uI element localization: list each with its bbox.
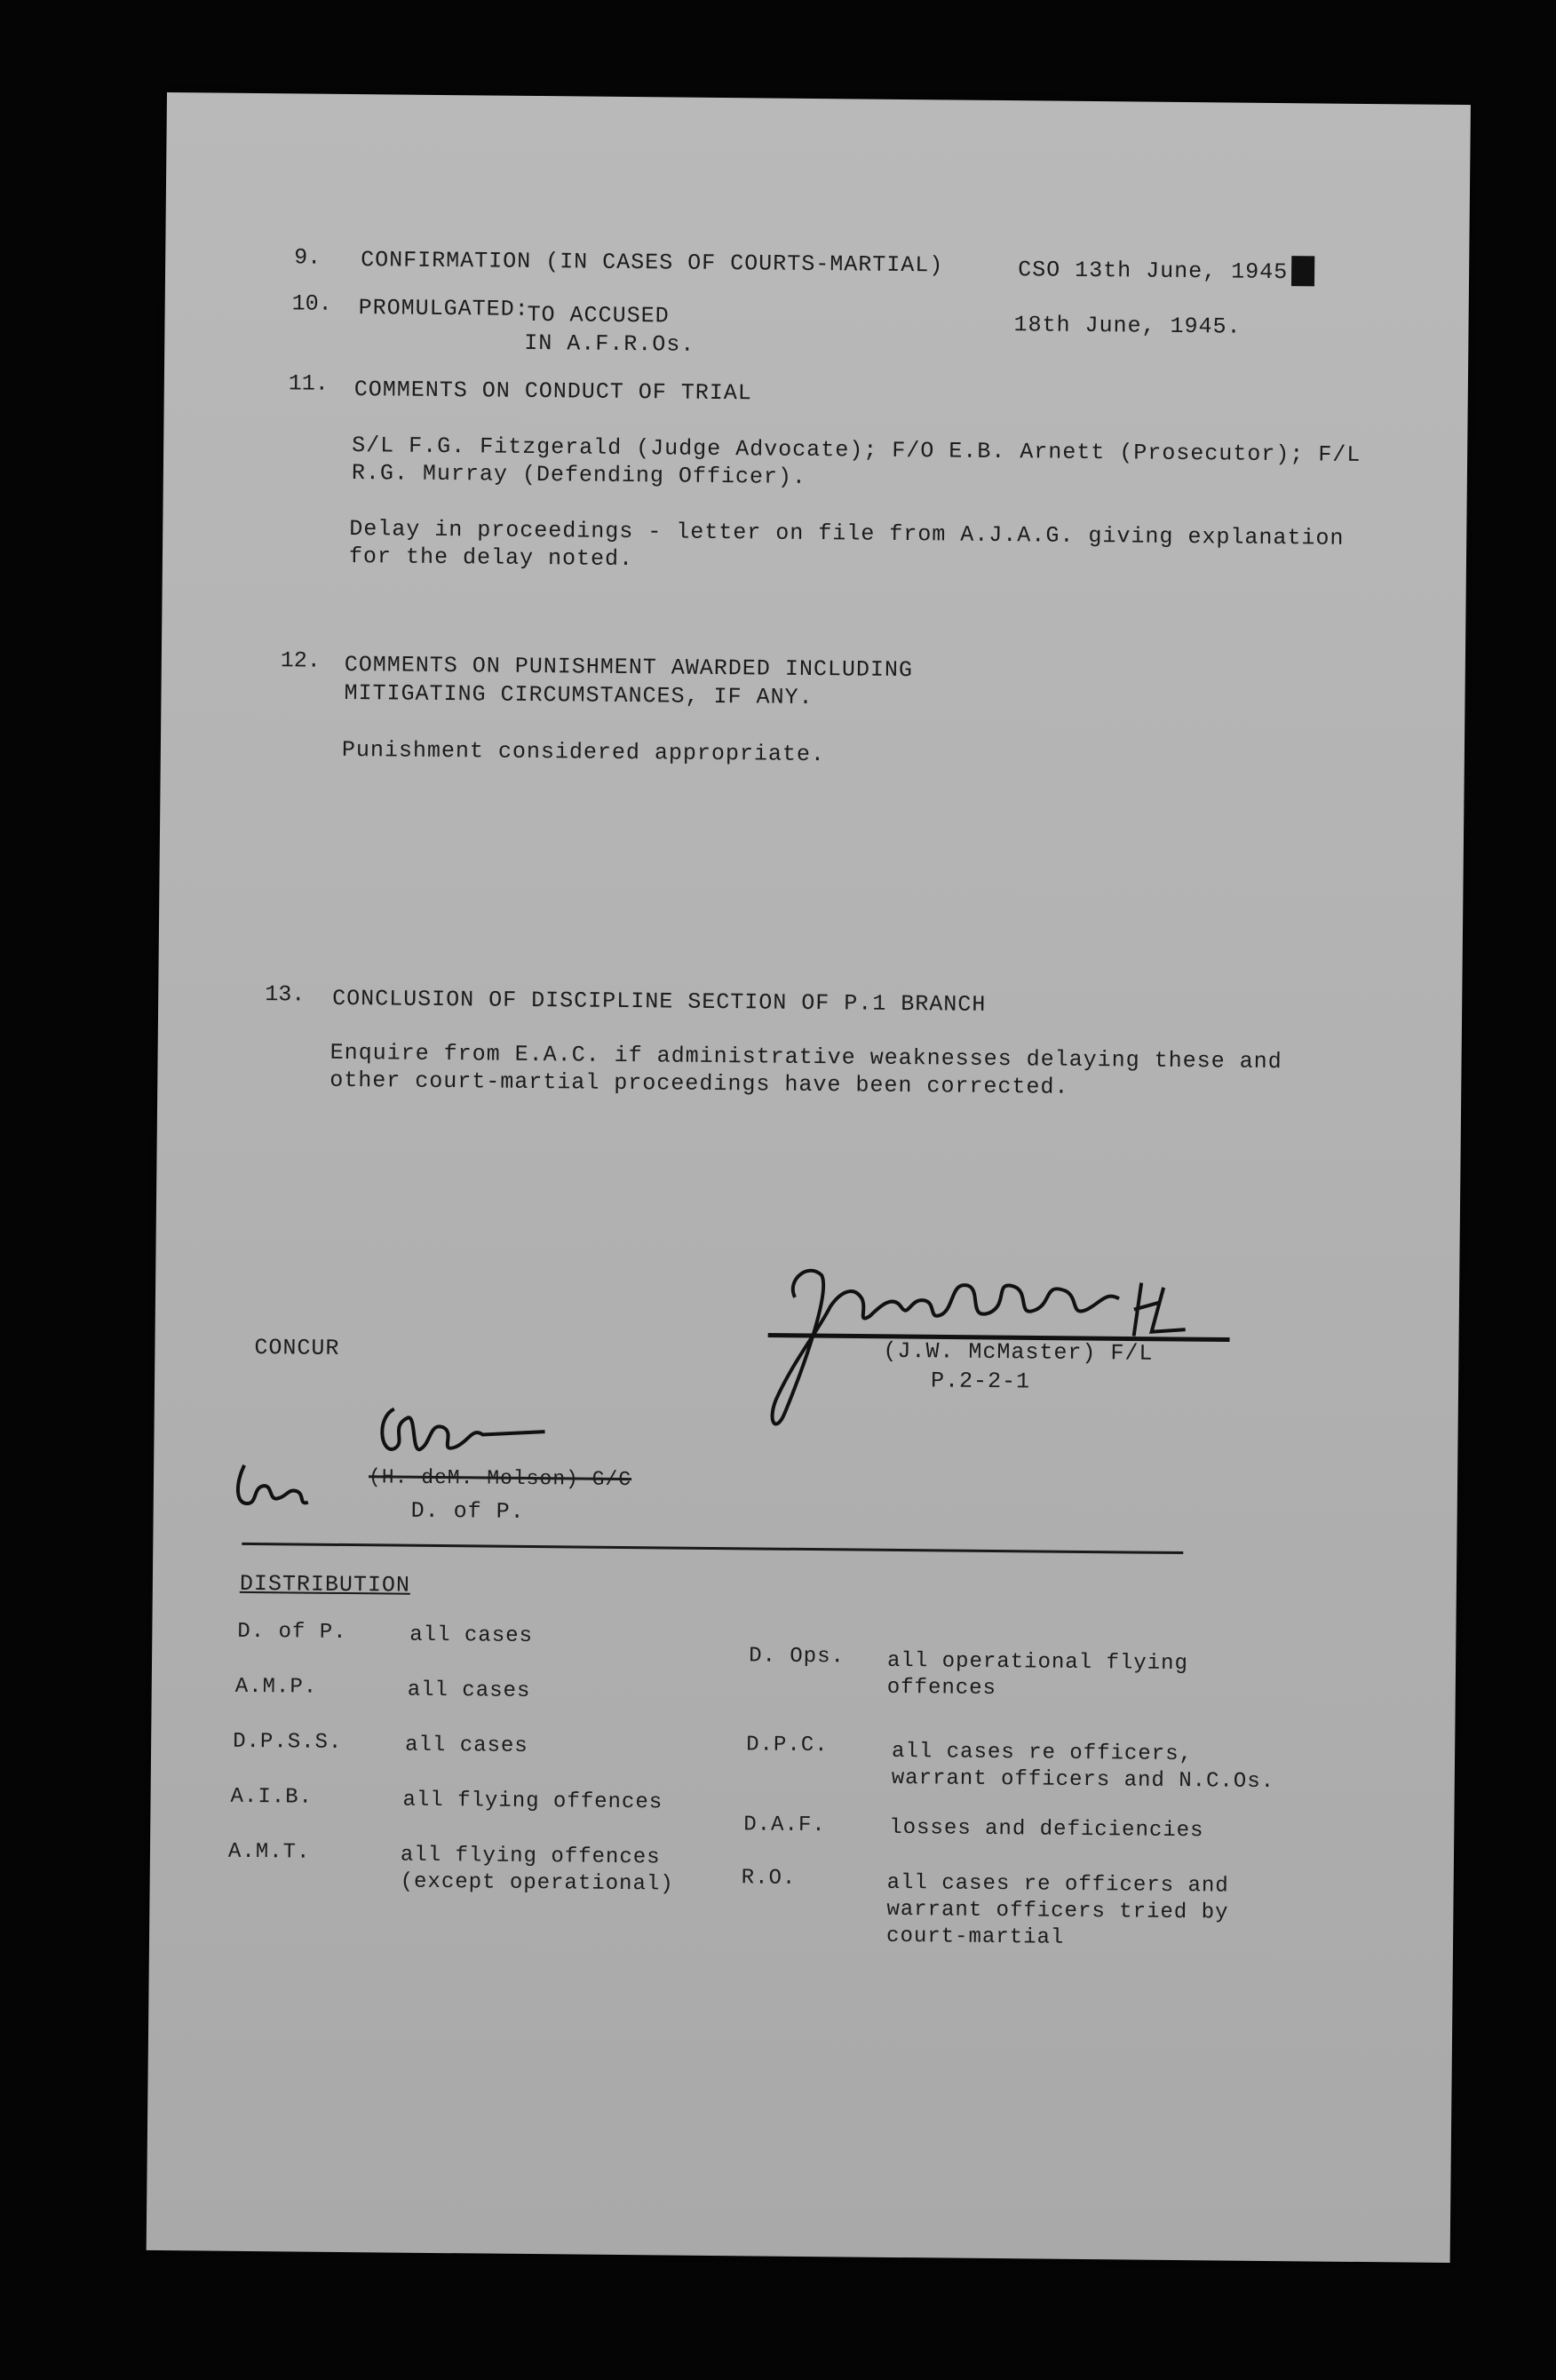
item-13-heading: CONCLUSION OF DISCIPLINE SECTION OF P.1 BRANCH <box>332 985 987 1018</box>
distribution-abbr: A.M.T. <box>227 1839 311 1865</box>
distribution-abbr: A.I.B. <box>230 1784 314 1810</box>
signatory-office: P.2-2-1 <box>930 1368 1031 1395</box>
distribution-abbr: D.P.C. <box>746 1733 829 1758</box>
item-9-value: CSO 13th June, 1945 <box>1017 257 1289 286</box>
distribution-abbr: D. Ops. <box>748 1644 845 1670</box>
handwritten-initials <box>226 1461 316 1524</box>
item-13-para: Enquire from E.A.C. if administrative weaknesses delaying these and other court-martial proceedings have been corrected. <box>329 1039 1282 1100</box>
signatory-name: (J.W. McMaster) F/L <box>883 1337 1154 1367</box>
item-10-line1: TO ACCUSED <box>527 301 670 329</box>
distribution-desc: all cases <box>405 1733 528 1758</box>
distribution-abbr: D.P.S.S. <box>233 1729 343 1755</box>
section-divider <box>242 1543 1183 1554</box>
distribution-desc: all operational flying offences <box>886 1648 1189 1702</box>
distribution-desc: all cases re officers, warrant officers and N.C.Os. <box>891 1739 1275 1795</box>
item-12-para: Punishment considered appropriate. <box>341 736 826 768</box>
distribution-desc: all cases <box>407 1678 531 1704</box>
item-11-para1: S/L F.G. Fitzgerald (Judge Advocate); F/O E.B. Arnett (Prosecutor); F/L R.G. Murray (Defending Officer). <box>351 432 1362 490</box>
item-11-heading: COMMENTS ON CONDUCT OF TRIAL <box>353 377 752 407</box>
item-12-heading-line1: COMMENTS ON PUNISHMENT AWARDED INCLUDING <box>344 651 914 684</box>
distribution-abbr: A.M.P. <box>234 1674 318 1700</box>
item-10-heading: PROMULGATED: <box>358 295 529 322</box>
distribution-abbr: D. of P. <box>237 1619 347 1646</box>
distribution-desc: all cases re officers and warrant officers tried by court-martial <box>885 1870 1229 1950</box>
item-12-heading-line2: MITIGATING CIRCUMSTANCES, IF ANY. <box>344 679 814 711</box>
item-10-value: 18th June, 1945. <box>1013 312 1242 340</box>
distribution-abbr: R.O. <box>741 1866 797 1891</box>
concur-title: D. of P. <box>410 1497 525 1525</box>
ink-blot <box>1291 256 1314 286</box>
item-13-number: 13. <box>265 981 306 1008</box>
distribution-desc: all cases <box>409 1622 534 1649</box>
concur-label: CONCUR <box>254 1335 340 1361</box>
struck-name: (H. deM. Molson) G/C <box>368 1465 632 1492</box>
distribution-desc: all flying offences (except operational) <box>400 1843 674 1897</box>
distribution-heading: DISTRIBUTION <box>239 1570 411 1599</box>
distribution-abbr: D.A.F. <box>743 1813 826 1838</box>
item-9-heading: CONFIRMATION (IN CASES OF COURTS-MARTIAL) <box>361 247 944 279</box>
item-9-number: 9. <box>294 244 322 271</box>
item-11-number: 11. <box>288 370 329 397</box>
item-10-number: 10. <box>291 290 332 317</box>
item-10-line2: IN A.F.R.Os. <box>524 329 695 358</box>
item-11-para2: Delay in proceedings - letter on file from A.J.A.G. giving explanation for the delay noted. <box>348 515 1345 573</box>
distribution-desc: all flying offences <box>402 1788 663 1815</box>
document-page <box>147 92 1471 2263</box>
distribution-desc: losses and deficiencies <box>889 1815 1204 1844</box>
item-12-number: 12. <box>280 647 322 674</box>
